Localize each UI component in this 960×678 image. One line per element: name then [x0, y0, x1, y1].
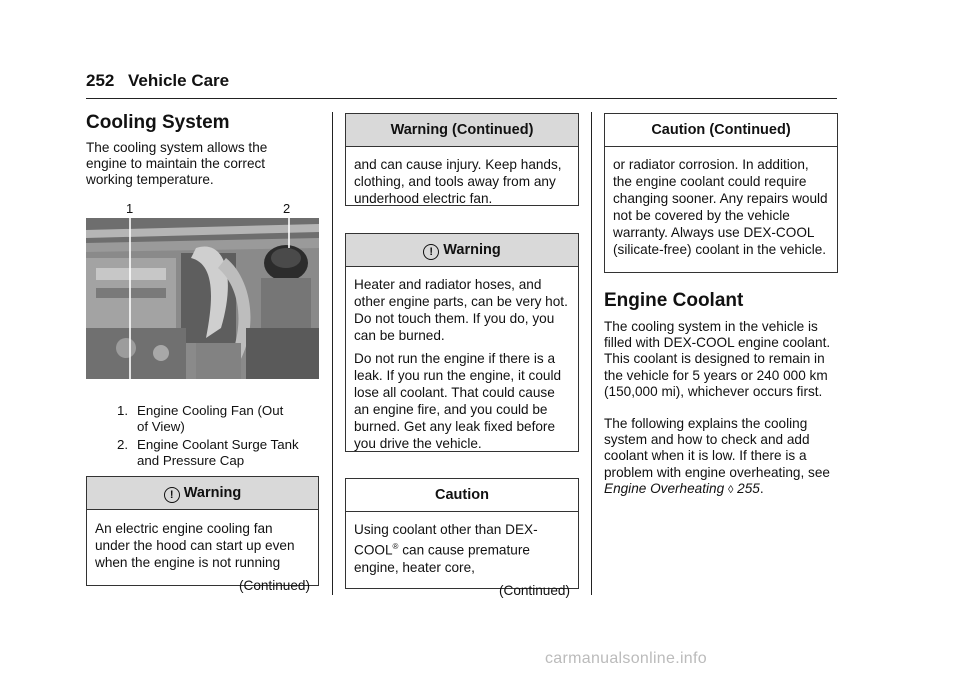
engine-coolant-para-1: The cooling system in the vehicle is filled with DEX-COOL engine coolant. This coolant is designed to remain in the vehicle for 5 years or 240 000 km (150,000 mi), whichever occurs first.	[604, 319, 831, 399]
legend-item	[117, 437, 327, 469]
cooling-system-intro: The cooling system allows the engine to maintain the correct working temperature.	[86, 140, 268, 188]
warning-continued-text: and can cause injury. Keep hands, clothing, and tools away from any underhood electric fan.	[354, 157, 562, 206]
registered-mark: ®	[392, 542, 399, 551]
engine-overheating-link[interactable]: Engine Overheating	[604, 480, 725, 496]
watermark: carmanualsonline.info	[545, 650, 707, 667]
engine-coolant-para-2	[604, 416, 836, 498]
section-title: Vehicle Care	[128, 71, 230, 90]
page-number: 252	[86, 71, 115, 90]
column-divider-2	[591, 112, 592, 595]
warning-box-fan	[86, 476, 319, 593]
para-2-text: The following explains the cooling system and how to check and add coolant when it is low. If there is a problem with engine overheating, see	[604, 416, 830, 480]
page-reference[interactable]: 255	[737, 480, 760, 496]
figure-legend	[117, 403, 327, 471]
continued-label: (Continued)	[498, 582, 570, 598]
page-ref-icon: ◊	[727, 483, 734, 496]
caution-box	[345, 478, 579, 598]
legend-text-cont: of View)	[137, 419, 185, 434]
caution-continued-text: or radiator corrosion. In addition, the engine coolant could require changing sooner. Any repairs would not be covered by the vehicle warranty. Always use DEX-COOL (silicate-free) coolant in the vehicle.	[613, 157, 828, 257]
warning-box-hot-parts	[345, 233, 579, 452]
header-rule	[86, 98, 837, 99]
continued-label: (Continued)	[238, 578, 310, 593]
warning-title: Warning	[443, 242, 501, 258]
legend-number: 2.	[117, 437, 129, 452]
legend-number: 1.	[117, 403, 129, 418]
legend-text-cont: and Pressure Cap	[137, 453, 245, 468]
legend-text: Engine Cooling Fan (Out	[137, 403, 284, 418]
cooling-system-heading: Cooling System	[86, 112, 230, 133]
warning-continued-header: Warning (Continued)	[346, 114, 578, 147]
caution-continued-box	[604, 113, 838, 273]
warning-text: An electric engine cooling fan under the hood can start up even when the engine is not running	[95, 521, 295, 570]
callout-1: 1	[126, 201, 134, 216]
column-divider-1	[332, 112, 333, 595]
engine-bay-photo	[86, 218, 319, 379]
para-2-end: .	[759, 480, 764, 496]
warning-icon: !	[164, 487, 180, 503]
caution-continued-header: Caution (Continued)	[605, 114, 837, 147]
warning-header	[346, 234, 578, 267]
engine-coolant-heading: Engine Coolant	[604, 290, 744, 311]
warning-header	[87, 477, 318, 510]
caution-text	[354, 521, 570, 576]
warning-text-2: Do not run the engine if there is a leak. If you run the engine, it could lose all coolant. That could cause an engine fire, and you could be burned. Get any leak fixed before you drive the vehicle.	[354, 351, 562, 451]
legend-text: Engine Coolant Surge Tank	[137, 437, 299, 452]
caution-header: Caution	[346, 479, 578, 512]
caution-text-a: Using coolant other than DEX-COOL	[354, 522, 538, 558]
warning-continued-box	[345, 113, 579, 206]
legend-item	[117, 403, 327, 435]
warning-text-1: Heater and radiator hoses, and other engine parts, can be very hot. Do not touch them. If you do, you can be burned.	[354, 277, 568, 343]
caution-text-b: can cause premature engine, heater core,	[354, 542, 530, 575]
warning-title: Warning	[183, 485, 242, 501]
warning-icon: !	[423, 244, 439, 260]
callout-2: 2	[283, 201, 291, 216]
